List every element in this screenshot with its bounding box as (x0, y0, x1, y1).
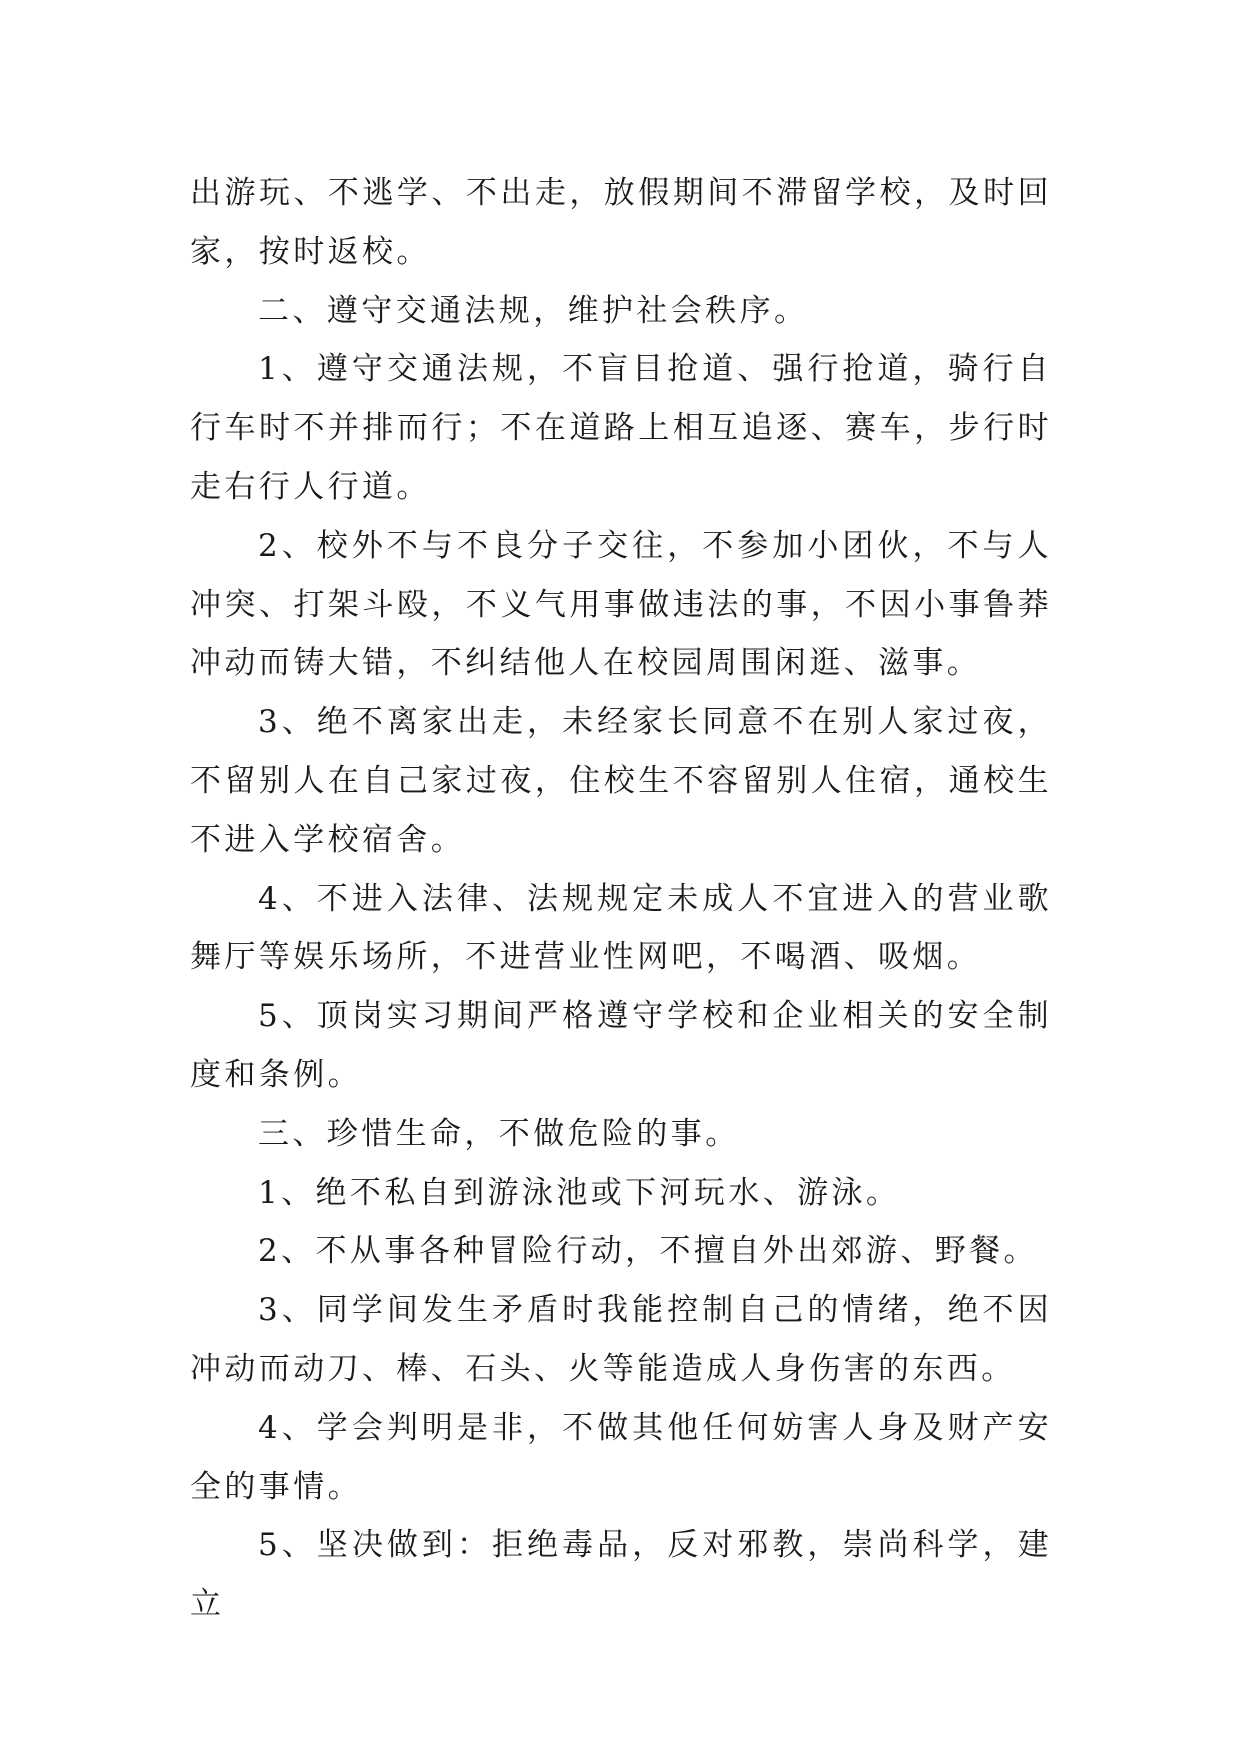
paragraph-1: 出游玩、不逃学、不出走，放假期间不滞留学校，及时回家，按时返校。 (190, 175, 1052, 270)
section-heading-3: 三、珍惜生命，不做危险的事。 (258, 1115, 740, 1152)
paragraph-2-5: 5、顶岗实习期间严格遵守学校和企业相关的安全制度和条例。 (190, 998, 1052, 1093)
paragraph-2-3: 3、绝不离家出走，未经家长同意不在别人家过夜，不留别人在自己家过夜，住校生不容留别人住宿，通校生不进入学校宿舍。 (190, 704, 1052, 858)
document-body (190, 164, 1052, 1634)
paragraph-2-1: 1、遵守交通法规，不盲目抢道、强行抢道，骑行自行车时不并排而行；不在道路上相互追逐、赛车，步行时走右行人行道。 (190, 351, 1052, 505)
paragraph-3-5: 5、坚决做到：拒绝毒品，反对邪教，崇尚科学，建立 (190, 1527, 1052, 1623)
section-heading-2: 二、遵守交通法规，维护社会秩序。 (258, 292, 809, 329)
paragraph-2-4: 4、不进入法律、法规规定未成人不宜进入的营业歌舞厅等娱乐场所，不进营业性网吧，不喝酒、吸烟。 (190, 880, 1052, 976)
paragraph-3-1: 1、绝不私自到游泳池或下河玩水、游泳。 (258, 1174, 901, 1211)
paragraph-2-2: 2、校外不与不良分子交往，不参加小团伙，不与人冲突、打架斗殴，不义气用事做违法的事，不因小事鲁莽冲动而铸大错，不纠结他人在校园周围闲逛、滋事。 (190, 527, 1052, 682)
paragraph-3-3: 3、同学间发生矛盾时我能控制自己的情绪，绝不因冲动而动刀、棒、石头、火等能造成人身伤害的东西。 (190, 1292, 1052, 1387)
paragraph-3-4: 4、学会判明是非，不做其他任何妨害人身及财产安全的事情。 (190, 1409, 1052, 1505)
paragraph-3-2: 2、不从事各种冒险行动，不擅自外出郊游、野餐。 (258, 1233, 1038, 1270)
